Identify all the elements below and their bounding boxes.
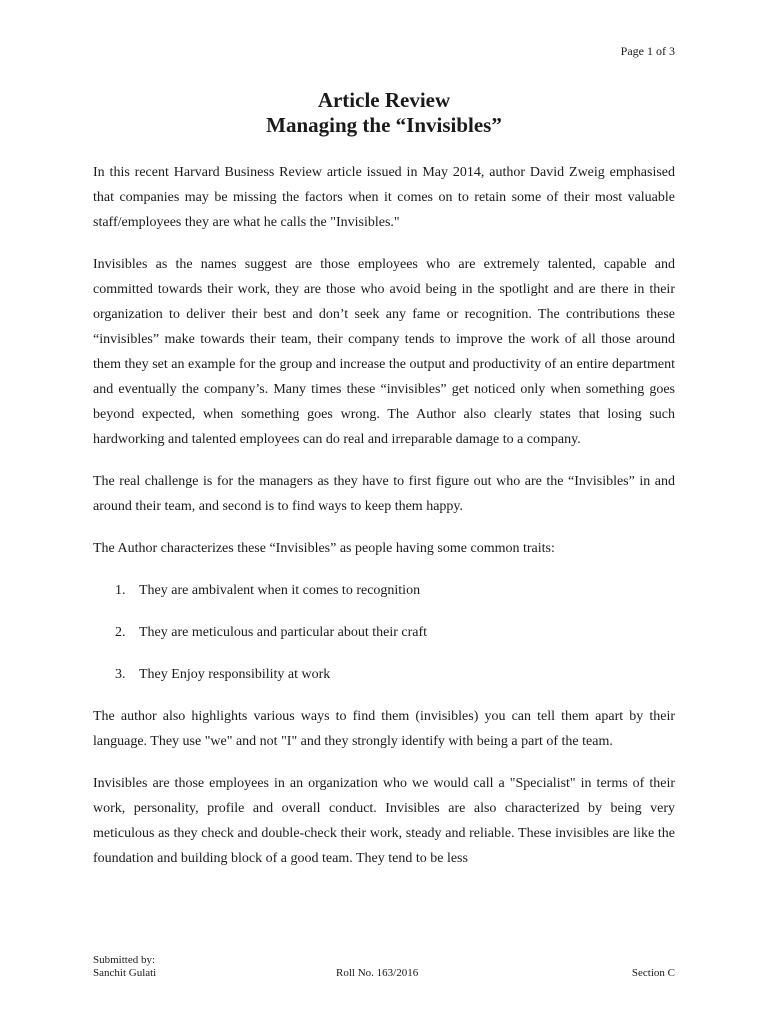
paragraph-4: The Author characterizes these “Invisibles” as people having some common traits:: [93, 541, 555, 556]
list-item: [93, 662, 675, 687]
footer-roll-number: Roll No. 163/2016: [336, 967, 419, 979]
title-line-2: Managing the “Invisibles”: [266, 113, 502, 137]
footer-submitted-label: Submitted by:: [93, 954, 156, 966]
paragraph-6: Invisibles are those employees in an organization who we would call a "Specialist" in terms of their work, personality, profile and overall conduct. Invisibles are also characterized by being very meticulous as they check and double-check their work, steady and reliable. These invisibles are like the foundation and building block of a good team. They tend to be less: [93, 776, 675, 866]
list-item-text: They are ambivalent when it comes to recognition: [139, 583, 421, 598]
footer-section: Section C: [631, 967, 675, 979]
paragraph-5: The author also highlights various ways to find them (invisibles) you can tell them apart by their language. They use "we" and not "I" and they strongly identify with being a part of the team.: [93, 709, 675, 749]
list-item-text: They are meticulous and particular about their craft: [139, 625, 428, 640]
paragraph-2: Invisibles as the names suggest are those employees who are extremely talented, capable and committed towards their work, they are those who avoid being in the spotlight and are there in their organization to deliver their best and don’t seek any fame or recognition. The contributions these “invisibles” make towards their team, their company tends to improve the work of all those around them they set an example for the group and increase the output and productivity of an entire department and eventually the company’s. Many times these “invisibles” get noticed only when something goes beyond expected, when something goes wrong. The Author also clearly states that losing such hardworking and talented employees can do real and irreparable damage to a company.: [93, 257, 675, 447]
list-item-text: They Enjoy responsibility at work: [139, 667, 331, 682]
list-item-number: 1.: [115, 583, 126, 598]
paragraph-3: The real challenge is for the managers as they have to first figure out who are the “Invisibles” in and around their team, and second is to find ways to keep them happy.: [93, 474, 675, 514]
traits-list: [93, 578, 675, 687]
document-body: [93, 160, 675, 888]
list-item: [93, 578, 675, 603]
document-title: [0, 88, 768, 138]
list-item-number: 2.: [115, 625, 126, 640]
page-footer: [93, 954, 675, 980]
footer-author: Sanchit Gulati: [93, 967, 157, 979]
list-item-number: 3.: [115, 667, 126, 682]
page-number: Page 1 of 3: [620, 44, 675, 58]
paragraph-1: In this recent Harvard Business Review article issued in May 2014, author David Zweig emphasised that companies may be missing the factors when it comes on to retain some of their most valuable staff/employees they are what he calls the "Invisibles.": [93, 165, 675, 230]
title-line-1: Article Review: [317, 88, 451, 112]
list-item: [93, 620, 675, 645]
